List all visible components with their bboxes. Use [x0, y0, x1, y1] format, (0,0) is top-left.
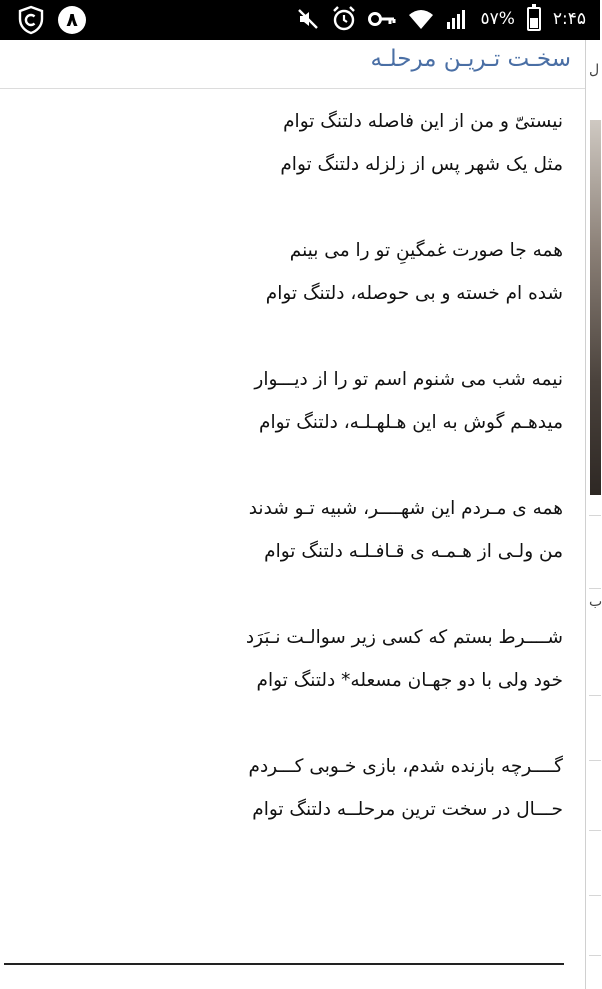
- poem-line: همه جا صورت غمگینِ تو را می بینم: [289, 240, 563, 261]
- page-title[interactable]: سخـت تـریـن مرحلـه: [370, 46, 571, 72]
- divider: [589, 760, 601, 761]
- poem-stanza: [23, 745, 563, 831]
- divider: [589, 588, 601, 589]
- battery-level: [530, 18, 538, 28]
- poem-line: شده ام خسته و بی حوصله، دلتنگ توام: [265, 283, 563, 304]
- poem-stanza: [23, 100, 563, 186]
- battery-icon: [527, 7, 541, 31]
- shield-icon[interactable]: [18, 6, 44, 34]
- poem-line: خود ولی با دو جهـان مسعله* دلتنگ توام: [256, 670, 563, 691]
- mute-icon: [296, 7, 320, 31]
- poem-line: حـــال در سخت ترین مرحلــه دلتنگ توام: [252, 799, 563, 820]
- poem-line: نیستیّ و من از این فاصله دلتنگ توام: [283, 111, 563, 132]
- poem-line: شــــرط بستم که کسی زیر سوالـت نـبَرَد: [245, 627, 563, 648]
- poem-line: من ولـی از هـمـه ی قـافـلـه دلتنگ توام: [264, 541, 563, 562]
- poem-line: نیمه شب می شنوم اسم تو را از دیـــوار: [254, 369, 563, 390]
- side-thumbnail[interactable]: [590, 120, 601, 495]
- key-icon: [368, 9, 396, 29]
- side-panel-glyph: ل: [589, 62, 600, 78]
- signal-icon: [446, 8, 468, 30]
- content-panel: [0, 40, 585, 989]
- title-bar: [0, 40, 585, 89]
- alarm-icon: [332, 6, 356, 32]
- status-bar: [0, 0, 600, 40]
- poem-stanza: [23, 229, 563, 315]
- poem-line: گــــرچه بازنده شدم، بازی خـوبی کـــردم: [248, 756, 563, 777]
- divider: [589, 515, 601, 516]
- divider: [589, 895, 601, 896]
- notification-badge[interactable]: ٨: [58, 6, 86, 34]
- poem-body: [23, 100, 563, 874]
- poem-line: مثل یک شهر پس از زلزله دلتنگ توام: [280, 154, 563, 175]
- side-panel-edge[interactable]: [585, 40, 600, 989]
- battery-percent: ٥٧%: [480, 9, 515, 29]
- wifi-icon: [408, 8, 434, 30]
- poem-stanza: [23, 358, 563, 444]
- divider: [4, 963, 564, 965]
- poem-line: همه ی مـردم این شهــــر، شبیه تـو شدند: [248, 498, 563, 519]
- poem-stanza: [23, 616, 563, 702]
- poem-stanza: [23, 487, 563, 573]
- divider: [589, 955, 601, 956]
- poem-line: میدهـم گوش به این هـلهـلـه، دلتنگ توام: [259, 412, 563, 433]
- side-panel-glyph: ب: [589, 594, 602, 610]
- divider: [589, 830, 601, 831]
- clock: ٢:۴۵: [552, 9, 586, 29]
- divider: [589, 695, 601, 696]
